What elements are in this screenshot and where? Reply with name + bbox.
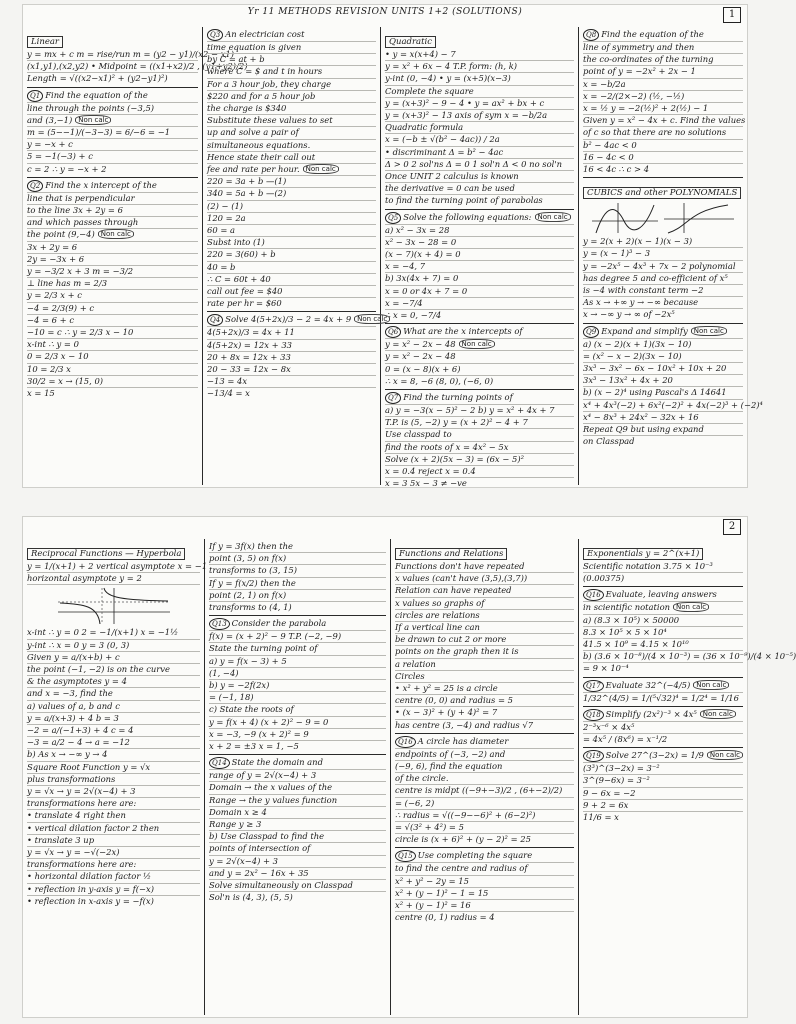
solution-line: 9 − 6x = −2	[583, 788, 743, 800]
question-text: point of y = −2x² + 2x − 1	[583, 66, 743, 78]
formula-line: (x1,y1),(x2,y2) • Midpoint = ((x1+x2)/2 , (y1+y2)/2)	[27, 61, 198, 73]
question-number: Q5	[385, 212, 401, 224]
formula-line: If a vertical line can	[395, 622, 574, 634]
solution-line: Range → the y values function	[209, 795, 386, 807]
non-calc-badge: Non calc	[707, 750, 743, 760]
question-16-circle	[395, 736, 574, 849]
question-text: Substitute these values to set	[207, 115, 376, 127]
question-text: of c so that there are no solutions	[583, 127, 743, 139]
solution-line: ∴ radius = √((−9−−6)² + (6−2)²)	[395, 810, 574, 822]
solution-line: 9 + 2 = 6x	[583, 800, 743, 812]
formula-line: • y = x(x+4) − 7	[385, 49, 574, 61]
formula-line: circles are relations	[395, 610, 574, 622]
formula-line: plus transformations	[27, 774, 200, 786]
question-17	[583, 680, 743, 707]
solution-line: a) x² − 3x = 28	[385, 225, 574, 237]
formula-line: centre (0, 0) and radius = 5	[395, 695, 574, 707]
question-number: Q16	[583, 589, 604, 601]
solution-line: T.P. is (5, −2) y = (x + 2)² − 4 + 7	[385, 417, 574, 429]
solution-line: Subst into (1)	[207, 237, 376, 249]
solution-line: 16 < 4c ∴ c > 4	[583, 164, 650, 175]
solution-line: 8.3 × 10⁵ × 5 × 10⁴	[583, 627, 743, 639]
question-text: Evaluate 32^(−4/5)	[605, 679, 691, 690]
question-text: line through the points (−3,5)	[27, 103, 198, 115]
formula-line: points on the graph then it is	[395, 646, 574, 658]
solution-line: 3x + 2y = 6	[27, 242, 198, 254]
formula-line: y-int (0, −4) • y = (x+5)(x−3)	[385, 73, 574, 85]
solution-line: centre is midpt ((−9+−3)/2 , (6+−2)/2)	[395, 785, 574, 797]
solution-line: 4(5+2x) = 12x + 33	[207, 340, 376, 352]
solution-line: Solve (x + 2)(5x − 3) = (6x − 5)²	[385, 454, 574, 466]
section-title: Functions and Relations	[395, 548, 507, 560]
formula-line: is −4 with constant term −2	[583, 285, 743, 297]
question-4	[207, 314, 388, 401]
solution-line: centre (0, 1) radius = 4	[395, 912, 495, 923]
solution-line: 2y = −3x + 6	[27, 254, 198, 266]
solution-line: Domain x ≥ 4	[209, 807, 386, 819]
formula-line: y = mx + c m = rise/run m = (y2 − y1)/(x2 − x1)	[27, 49, 198, 61]
section-title: CUBICS and other POLYNOMIALS	[583, 187, 741, 199]
section-transformations	[209, 541, 386, 616]
section-title: Linear	[27, 36, 63, 48]
solution-line: x⁴ + 4x³(−2) + 6x²(−2)² + 4x(−2)³ + (−2)⁴	[583, 400, 743, 412]
formula-line: • translate 3 up	[27, 835, 200, 847]
solution-line: y = −3/2 x + 3 m = −3/2	[27, 266, 198, 278]
solution-line: x + 2 = ±3 x = 1, −5	[209, 741, 299, 752]
solution-line: x² + (y − 1)² = 16	[395, 900, 574, 912]
column-simultaneous	[203, 27, 388, 485]
formula-line: y = 2(x + 2)(x − 1)(x − 3)	[583, 236, 743, 248]
question-text: y = x² − 2x − 48	[385, 339, 456, 350]
solution-line: 2⁻³x⁻⁶ × 4x⁵	[583, 722, 743, 734]
question-text: time equation is given	[207, 42, 376, 54]
question-text: Consider the parabola	[231, 618, 327, 629]
formula-line: As x → +∞ y → −∞ because	[583, 297, 743, 309]
solution-line: c = 2 ∴ y = −x + 2	[27, 163, 107, 174]
question-text: Find the x intercept of the	[45, 179, 157, 190]
solution-line: ∴ x = 0, −7/4	[385, 310, 442, 321]
formula-line: the derivative = 0 can be used	[385, 183, 574, 195]
solution-line: Use classpad to	[385, 429, 574, 441]
formula-line: y = (x+3)² − 13 axis of sym x = −b/2a	[385, 110, 574, 122]
question-text: An electrician cost	[225, 29, 305, 39]
question-text: endpoints of (−3, −2) and	[395, 749, 574, 761]
question-text: & the asymptotes y = 4	[27, 676, 200, 688]
question-text: and which passes through	[27, 217, 198, 229]
solution-line: Range y ≥ 3	[209, 819, 386, 831]
question-text: range of y = 2√(x−4) + 3	[209, 770, 386, 782]
question-text: up and solve a pair of	[207, 127, 376, 139]
solution-line: a) (8.3 × 10⁵) × 50000	[583, 615, 743, 627]
formula-line: y = (x+3)² − 9 − 4 • y = ax² + bx + c	[385, 98, 574, 110]
solution-line: −4 = 2/3(9) + c	[27, 303, 198, 315]
question-text: Expand and simplify	[601, 325, 688, 336]
question-text: Solve 4(5+2x)/3 − 2 = 4x + 9	[225, 314, 352, 325]
non-calc-badge: Non calc	[354, 314, 390, 324]
column-polynomials	[579, 27, 763, 485]
solution-line: 20 − 33 = 12x − 8x	[207, 364, 376, 376]
solution-line: points of intersection of	[209, 843, 386, 855]
formula-line: horizontal asymptote y = 2	[27, 573, 200, 585]
formula-line: to find the turning point of parabolas	[385, 195, 543, 206]
solution-line: = 9 × 10⁻⁴	[583, 663, 629, 674]
question-text: State the turning point of	[209, 643, 386, 655]
solution-line: = (−6, 2)	[395, 798, 574, 810]
formula-line: • reflection in y-axis y = f(−x)	[27, 884, 200, 896]
section-title: Quadratic	[385, 36, 436, 48]
formula-line: y = 1/(x+1) + 2 vertical asymptote x = −1	[27, 561, 200, 573]
question-text: Given y = a/(x+b) + c	[27, 652, 200, 664]
solution-line: x = −4, 7	[385, 261, 574, 273]
solution-line: x = −b/2a	[583, 79, 743, 91]
formula-line: has centre (3, −4) and radius √7	[395, 719, 534, 730]
solution-line: call out fee = $40	[207, 286, 376, 298]
question-number: Q1	[27, 90, 43, 102]
solution-line: 4(5+2x)/3 = 4x + 11	[207, 327, 376, 339]
solution-line: a) y = f(x − 3) + 5	[209, 656, 386, 668]
solution-line: b) (x − 2)⁴ using Pascal's Δ 14641	[583, 387, 743, 399]
solution-line: on Classpad	[583, 436, 635, 447]
question-number: Q18	[583, 709, 604, 721]
formula-line: transformations here are:	[27, 798, 200, 810]
solution-line: = (−1, 18)	[209, 692, 386, 704]
formula-line: a relation	[395, 659, 574, 671]
solution-line: 40 = b	[207, 262, 376, 274]
question-6	[385, 326, 574, 390]
question-number: Q16	[395, 736, 416, 748]
solution-line: (1, −4)	[209, 668, 386, 680]
solution-line: Sol'n is (4, 3), (5, 5)	[209, 892, 293, 903]
question-text: What are the x intercepts of	[403, 326, 523, 337]
solution-line: b² − 4ac < 0	[583, 140, 743, 152]
question-number: Q15	[395, 850, 416, 862]
formula-line: Δ > 0 2 sol'ns Δ = 0 1 sol'n Δ < 0 no sol'n	[385, 159, 574, 171]
solution-line: 0 = 2/3 x − 10	[27, 351, 198, 363]
section-title: Exponentials y = 2^(x+1)	[583, 548, 703, 560]
formula-line: x values so graphs of	[395, 598, 574, 610]
non-calc-badge: Non calc	[303, 164, 339, 174]
solution-line: = √(3² + 4²) = 5	[395, 822, 574, 834]
worksheet-page-1	[22, 4, 763, 489]
formula-line: If y = 3f(x) then the	[209, 541, 386, 553]
solution-line: (3³)^(3−2x) = 3⁻²	[583, 763, 743, 775]
question-18	[583, 709, 743, 748]
formula-line: Functions don't have repeated	[395, 561, 574, 573]
question-text: Solve 27^(3−2x) = 1/9	[605, 750, 704, 761]
solution-line: and y = 2x² − 16x + 35	[209, 868, 386, 880]
question-number: Q14	[209, 757, 230, 769]
formula-line: y = √x → y = −√(−2x)	[27, 847, 200, 859]
question-text: Find the equation of the	[601, 29, 704, 39]
hyperbola-sketch	[54, 586, 174, 626]
formula-line: has degree 5 and co-efficient of x⁵	[583, 273, 743, 285]
solution-line: −10 = c ∴ y = 2/3 x − 10	[27, 327, 198, 339]
question-text: Given y = x² − 4x + c. Find the values	[583, 115, 743, 127]
page-number: 1	[723, 7, 741, 23]
column-exponentials	[579, 539, 796, 1015]
formula-line: Relation can have repeated	[395, 585, 574, 597]
solution-line: 220 = 3(60) + b	[207, 249, 376, 261]
question-2	[27, 180, 198, 401]
solution-line: ⊥ line has m = 2/3	[27, 278, 198, 290]
solution-line: rate per hr = $60	[207, 298, 282, 309]
solution-line: −4 = 6 + c	[27, 315, 198, 327]
solution-line: x⁴ − 8x³ + 24x² − 32x + 16	[583, 412, 743, 424]
section-exponentials	[583, 541, 743, 587]
question-text: and x = −3, find the	[27, 688, 200, 700]
non-calc-badge: Non calc	[673, 602, 709, 612]
solution-line: b) (3.6 × 10⁻⁸)/(4 × 10⁻³) = (36 × 10⁻⁹)/(4 × 10⁻⁵)	[583, 651, 743, 663]
question-text: in scientific notation	[583, 602, 671, 613]
solution-line: b) 3x(4x + 7) = 0	[385, 273, 574, 285]
formula-line: • vertical dilation factor 2 then	[27, 823, 200, 835]
question-text: Use completing the square	[417, 850, 533, 861]
question-text: the point (9,−4)	[27, 229, 95, 240]
question-19	[583, 750, 743, 825]
solution-line: (2) − (1)	[207, 201, 376, 213]
formula-line: y = x² + 6x − 4 T.P. form: (h, k)	[385, 61, 574, 73]
formula-line: x = (−b ± √(b² − 4ac)) / 2a	[385, 134, 574, 146]
question-text: Evaluate, leaving answers	[605, 589, 717, 600]
question-16-scientific	[583, 589, 796, 677]
question-number: Q3	[207, 29, 223, 41]
solution-line: b) Use Classpad to find the	[209, 831, 386, 843]
solution-line: 220 = 3a + b —(1)	[207, 176, 376, 188]
solution-line: 16 − 4c < 0	[583, 152, 743, 164]
column-reciprocal	[23, 539, 208, 1015]
question-5	[385, 212, 574, 325]
question-14	[209, 757, 386, 905]
section-functions	[395, 541, 574, 734]
solution-line: 30/2 = x → (15, 0)	[27, 376, 198, 388]
formula-line: Circles	[395, 671, 574, 683]
worksheet-page-2	[22, 516, 796, 1018]
solution-line: ∴ x = 8, −6 (8, 0), (−6, 0)	[385, 375, 494, 386]
question-text: fee and rate per hour.	[207, 164, 300, 175]
question-text: For a 3 hour job, they charge	[207, 79, 376, 91]
solution-line: 5 = −1(−3) + c	[27, 151, 198, 163]
hyperbola-branch	[60, 603, 100, 624]
formula-line: point (2, 1) on f(x)	[209, 590, 386, 602]
question-7	[385, 392, 574, 491]
formula-line: Square Root Function y = √x	[27, 762, 200, 774]
solution-line: = (x² − x − 2)(3x − 10)	[583, 351, 743, 363]
question-text: of the circle.	[395, 773, 574, 785]
formula-line: y = −2x⁵ − 4x³ + 7x − 2 polynomial	[583, 261, 743, 273]
solution-line: Solve simultaneously on Classpad	[209, 880, 386, 892]
formula-line: • x² + y² = 25 is a circle	[395, 683, 574, 695]
solution-line: 41.5 × 10⁹ = 4.15 × 10¹⁰	[583, 639, 743, 651]
solution-line: x² + (y − 1)² − 1 = 15	[395, 888, 574, 900]
question-number: Q9	[583, 326, 599, 338]
question-text: to find the centre and radius of	[395, 863, 574, 875]
question-text: and (3,−1)	[27, 114, 73, 125]
non-calc-badge: Non calc	[75, 115, 111, 125]
question-text: by C = at + b	[207, 54, 376, 66]
formula-line: be drawn to cut 2 or more	[395, 634, 574, 646]
solution-line: = 4x⁵ / (8x⁶) = x⁻¹/2	[583, 734, 668, 745]
question-1	[27, 90, 198, 178]
cubic-curve	[596, 205, 654, 233]
solution-line: m = (5−−1)/(−3−3) = 6/−6 = −1	[27, 127, 198, 139]
solution-line: (x − 7)(x + 4) = 0	[385, 249, 574, 261]
formula-line: • reflection in x-axis y = −f(x)	[27, 895, 154, 906]
formula-line: Once UNIT 2 calculus is known	[385, 171, 574, 183]
formula-line: • translate 4 right then	[27, 810, 200, 822]
solution-line: x = 15	[27, 388, 55, 399]
solution-line: x² + y² − 2y = 15	[395, 876, 574, 888]
solution-line: 0 = (x − 8)(x + 6)	[385, 364, 574, 376]
solution-line: x = ½ y = −2(½)² + 2(½) − 1	[583, 103, 743, 115]
formula-line: If y = f(x/2) then the	[209, 578, 386, 590]
solution-line: 60 = a	[207, 225, 376, 237]
question-text: a) values of a, b and c	[27, 701, 200, 713]
solution-line: x² − 3x − 28 = 0	[385, 237, 574, 249]
solution-line: Domain → the x values of the	[209, 782, 386, 794]
non-calc-badge: Non calc	[693, 680, 729, 690]
column-quadratic	[381, 27, 579, 489]
formula-line: x values (can't have (3,5),(3,7))	[395, 573, 574, 585]
solution-line: x = 3 5x − 3 ≠ −ve	[385, 478, 467, 489]
question-number: Q13	[209, 618, 230, 630]
column-functions	[391, 539, 579, 1015]
solution-line: 3x³ − 3x² − 6x − 10x² + 10x + 20	[583, 363, 743, 375]
solution-line: ∴ C = 60t + 40	[207, 274, 376, 286]
non-calc-badge: Non calc	[700, 709, 736, 719]
solution-line: y = 2/3 x + c	[27, 290, 198, 302]
question-3	[207, 29, 376, 312]
question-15	[395, 850, 574, 925]
solution-line: x = 0.4 reject x = 0.4	[385, 466, 574, 478]
formula-line: y-int ∴ x = 0 y = 3 (0, 3)	[27, 640, 200, 652]
cubic-sketch	[588, 201, 738, 235]
formula-line: transforms to (3, 15)	[209, 565, 386, 577]
question-number: Q6	[385, 326, 401, 338]
question-text: State the domain and	[231, 757, 323, 768]
question-text: Find the equation of the	[45, 89, 148, 100]
question-8	[583, 29, 746, 178]
non-calc-badge: Non calc	[535, 212, 571, 222]
page-header: Yr 11 METHODS REVISION UNITS 1+2 (SOLUTIONS)	[247, 7, 523, 17]
solution-line: x-int ∴ y = 0	[27, 339, 198, 351]
question-text: simultaneous equations.	[207, 140, 376, 152]
solution-line: 3^(9−6x) = 3⁻²	[583, 775, 743, 787]
question-number: Q8	[583, 29, 599, 41]
solution-line: 340 = 5a + b —(2)	[207, 188, 376, 200]
non-calc-badge: Non calc	[691, 326, 727, 336]
solution-line: a) (x − 2)(x + 1)(3x − 10)	[583, 339, 743, 351]
question-text: line of symmetry and then	[583, 42, 743, 54]
formula-line: y = (x − 1)³ − 3	[583, 248, 743, 260]
question-text: where C = $ and t in hours	[207, 66, 376, 78]
formula-line: Scientific notation 3.75 × 10⁻³	[583, 561, 743, 573]
solution-line: −3 = a/2 − 4 → a = −12	[27, 737, 200, 749]
solution-line: −13/4 = x	[207, 388, 250, 399]
formula-line: Complete the square	[385, 86, 574, 98]
question-text: f(x) = (x + 2)² − 9 T.P. (−2, −9)	[209, 631, 386, 643]
solution-line: y = −x + c	[27, 139, 198, 151]
question-text: Find the turning points of	[403, 392, 513, 403]
question-9	[583, 325, 763, 450]
solution-line: y = x² − 2x − 48	[385, 351, 574, 363]
solution-line: −13 = 4x	[207, 376, 376, 388]
solution-line: circle is (x + 6)² + (y − 2)² = 25	[395, 834, 531, 845]
formula-line: • discriminant Δ = b² − 4ac	[385, 147, 574, 159]
question-text: Solve the following equations:	[403, 211, 532, 222]
non-calc-badge: Non calc	[98, 229, 134, 239]
solution-line: a) y = −3(x − 5)² − 2 b) y = x² + 4x + 7	[385, 405, 574, 417]
question-number: Q2	[27, 180, 43, 192]
formula-line: (0.00375)	[583, 573, 625, 584]
solution-line: 10 = 2/3 x	[27, 364, 198, 376]
question-text: Hence state their call out	[207, 152, 376, 164]
question-text: the point (−1, −2) is on the curve	[27, 664, 200, 676]
question-13	[209, 618, 386, 755]
solution-line: x = −2/(2×−2) (½, −½)	[583, 91, 743, 103]
question-text: the charge is $340	[207, 103, 376, 115]
column-transformations	[205, 539, 391, 1015]
question-text: $220 and for a 5 hour job	[207, 91, 376, 103]
solution-line: y = f(x + 4) (x + 2)² − 9 = 0	[209, 717, 386, 729]
question-text: to the line 3x + 2y = 6	[27, 205, 198, 217]
solution-line: x = 0 or 4x + 7 = 0	[385, 286, 574, 298]
solution-line: c) State the roots of	[209, 704, 386, 716]
formula-line: y = √x → y = 2√(x−4) + 3	[27, 786, 200, 798]
question-number: Q4	[207, 314, 223, 326]
section-title: Reciprocal Functions — Hyperbola	[27, 548, 185, 560]
formula-line: transformations here are:	[27, 859, 200, 871]
formula-line: x-int ∴ y = 0 2 = −1/(x+1) x = −1½	[27, 627, 200, 639]
question-text: A circle has diameter	[417, 735, 509, 746]
solution-line: find the roots of x = 4x² − 5x	[385, 442, 574, 454]
formula-line: transforms to (4, 1)	[209, 602, 292, 613]
solution-line: x = −3, −9 (x + 2)² = 9	[209, 729, 386, 741]
formula-line: point (3, 5) on f(x)	[209, 553, 386, 565]
solution-line: 120 = 2a	[207, 213, 376, 225]
formula-line: x → −∞ y → ∞ of −2x⁵	[583, 309, 675, 320]
formula-line: Length = √((x2−x1)² + (y2−y1)²)	[27, 73, 168, 84]
solution-line: x = −7/4	[385, 298, 574, 310]
solution-line: b) As x → −∞ y → 4	[27, 749, 200, 761]
solution-line: 11/6 = x	[583, 812, 619, 823]
page-number: 2	[723, 519, 741, 535]
solution-line: b) y = −2f(2x)	[209, 680, 386, 692]
solution-line: 3x³ − 13x² + 4x + 20	[583, 375, 743, 387]
question-text: (−9, 6), find the equation	[395, 761, 574, 773]
question-number: Q17	[583, 680, 604, 692]
section-cubics	[583, 180, 743, 323]
formula-line: Quadratic formula	[385, 122, 574, 134]
section-quadratic	[385, 29, 574, 210]
solution-line: y = a/(x+3) + 4 b = 3	[27, 713, 200, 725]
question-text: Simplify (2x²)⁻³ × 4x⁵	[605, 708, 697, 719]
formula-line: • horizontal dilation factor ½	[27, 871, 200, 883]
solution-line: y = 2√(x−4) + 3	[209, 856, 386, 868]
non-calc-badge: Non calc	[459, 339, 495, 349]
solution-line: 1/32^(4/5) = 1/(⁵√32)⁴ = 1/2⁴ = 1/16	[583, 692, 739, 703]
section-reciprocal	[27, 541, 208, 909]
solution-line: −2 = a/(−1+3) + 4 c = 4	[27, 725, 200, 737]
question-number: Q7	[385, 392, 401, 404]
question-text: the co-ordinates of the turning	[583, 54, 743, 66]
formula-line: • (x − 3)² + (y + 4)² = 7	[395, 707, 574, 719]
solution-line: 20 + 8x = 12x + 33	[207, 352, 376, 364]
question-number: Q19	[583, 750, 604, 762]
question-text: line that is perpendicular	[27, 193, 198, 205]
solution-line: Repeat Q9 but using expand	[583, 424, 743, 436]
